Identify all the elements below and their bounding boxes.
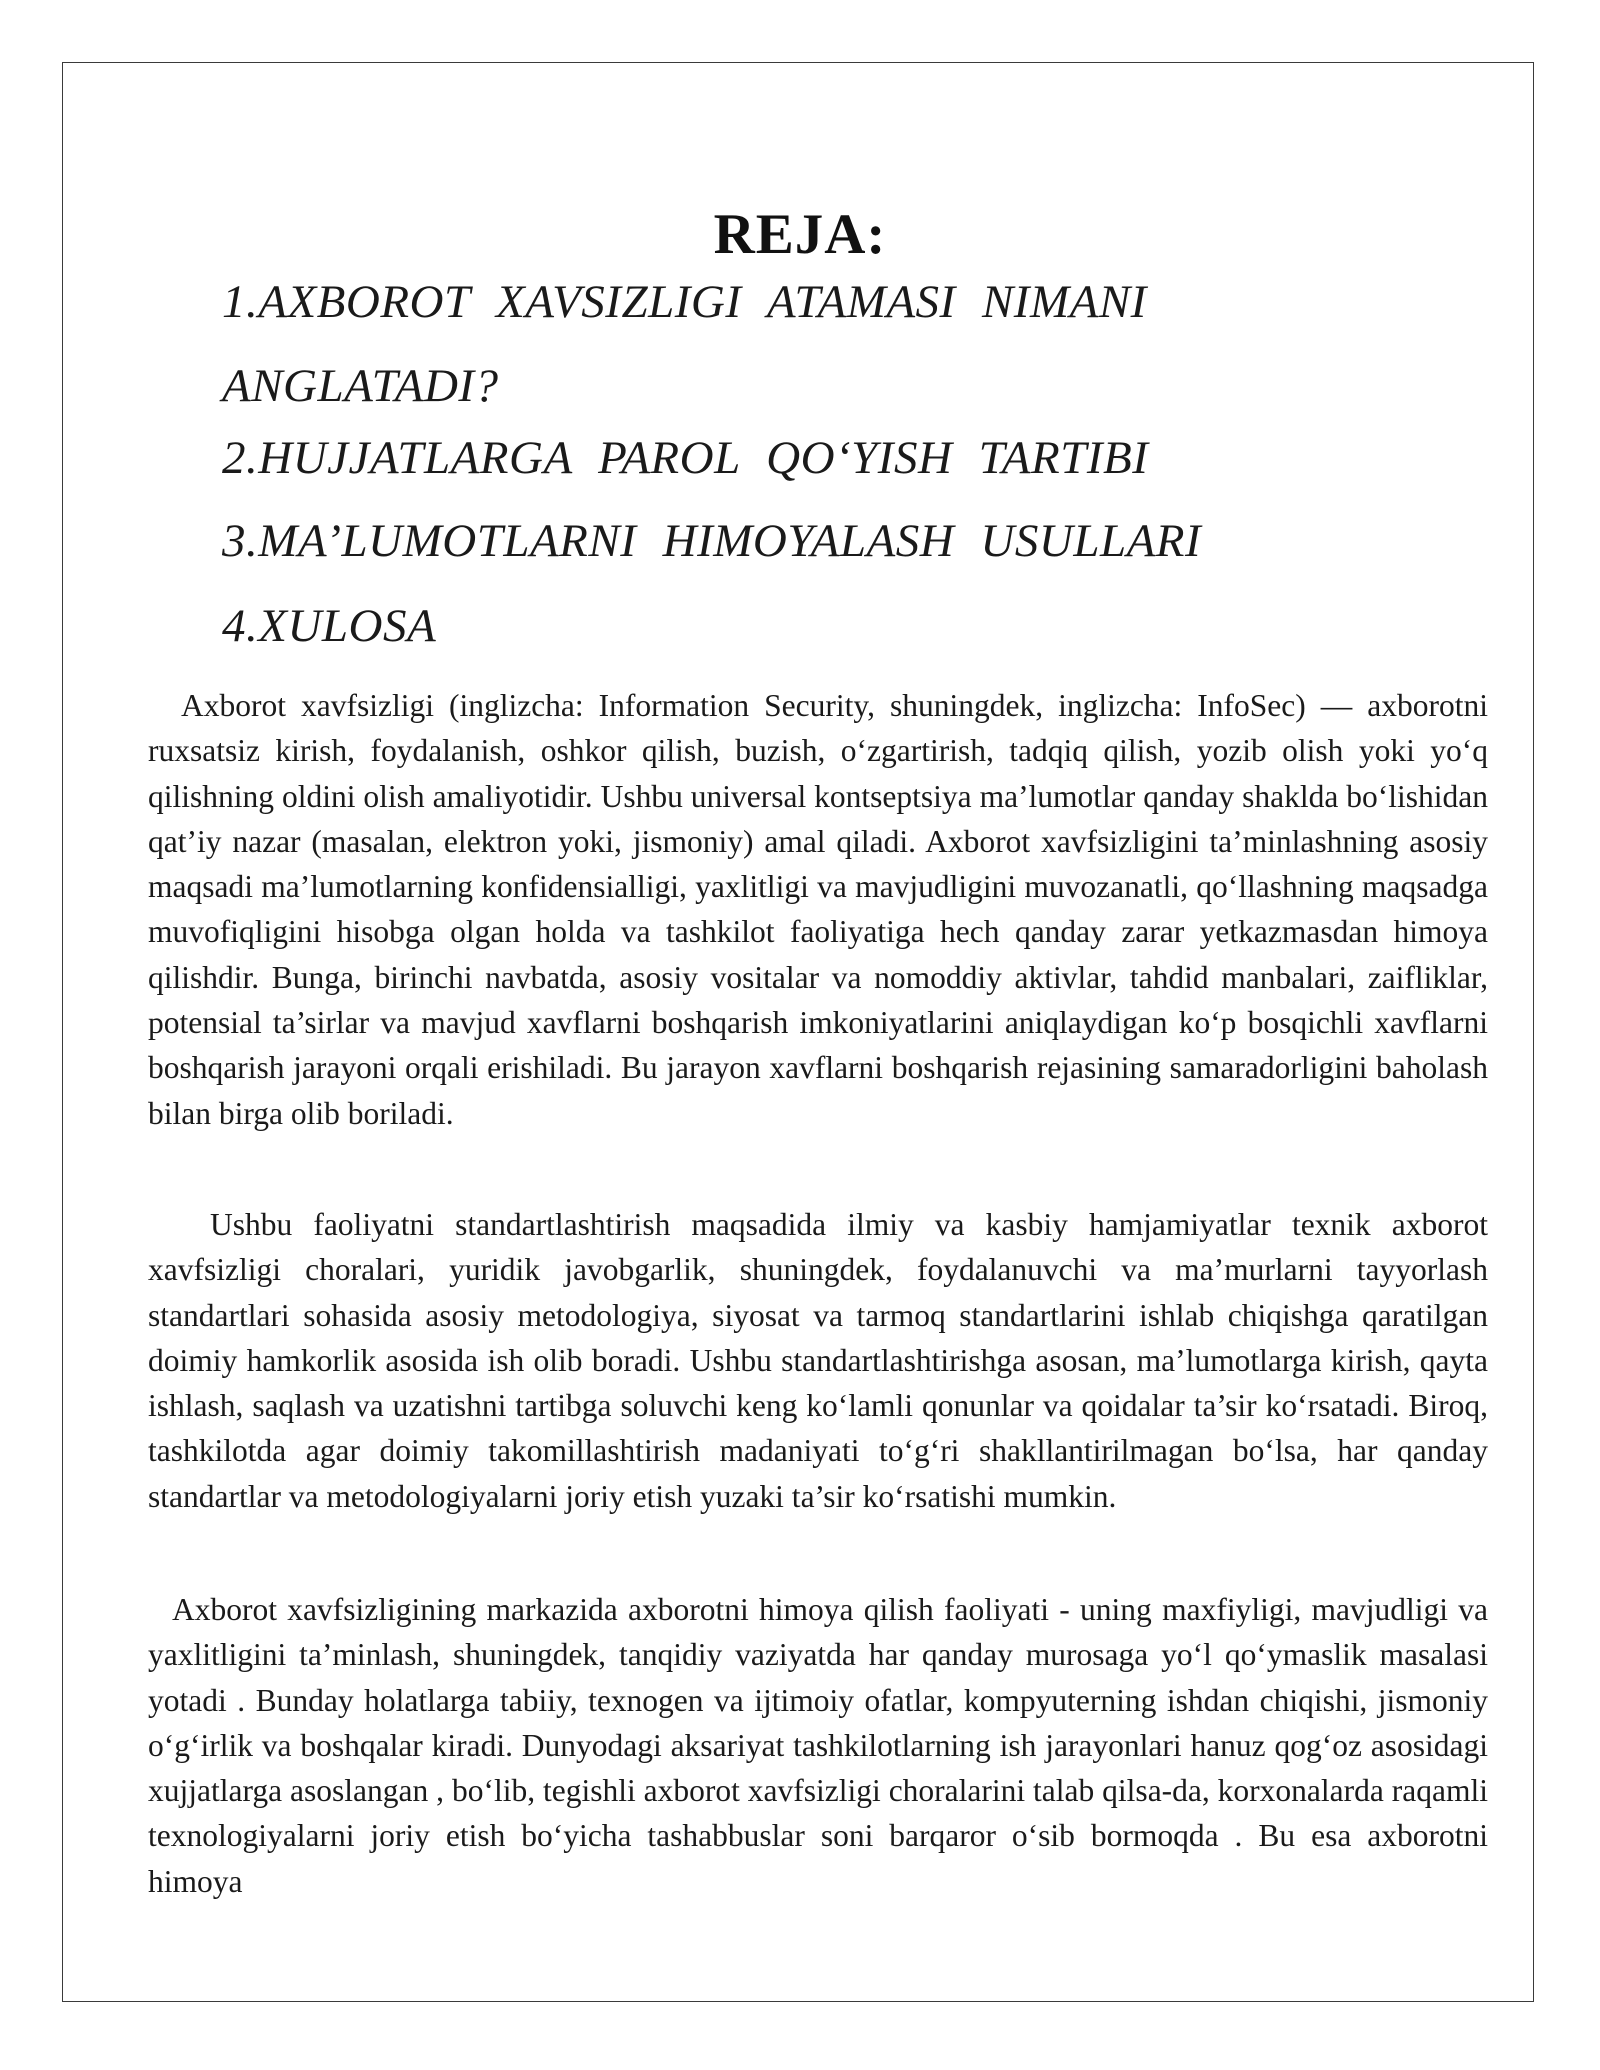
plan-item-2: 2.HUJJATLARGA PAROL QO‘YISH TARTIBI: [222, 432, 1149, 484]
plan-item-1: 1.AXBOROT XAVSIZLIGI ATAMASI NIMANI ANGLATADI?: [222, 276, 1147, 412]
body-paragraph-1: Axborot xavfsizligi (inglizcha: Information Security, shuningdek, inglizcha: InfoSec) — axborotni ruxsatsiz kirish, foydalanish, oshkor qilish, buzish, o‘zgartirish, tadqiq qilish, yozib olish yoki yo‘q qilishning oldini olish amaliyotidir. Ushbu universal kontseptsiya ma’lumotlar qanday shaklda bo‘lishidan qat’iy nazar (masalan, elektron yoki, jismoniy) amal qiladi. Axborot xavfsizligini ta’minlashning asosiy maqsadi ma’lumotlarning konfidensialligi, yaxlitligi va mavjudligini muvozanatli, qo‘llashning maqsadga muvofiqligini hisobga olgan holda va tashkilot faoliyatiga hech qanday zarar yetkazmasdan himoya qilishdir. Bunga, birinchi navbatda, asosiy vositalar va nomoddiy aktivlar, tahdid manbalari, zaifliklar, potensial ta’sirlar va mavjud xavflarni boshqarish imkoniyatlarini aniqlaydigan ko‘p bosqichli xavflarni boshqarish jarayoni orqali erishiladi. Bu jarayon xavflarni boshqarish rejasining samaradorligini baholash bilan birga olib boriladi.: [148, 688, 1488, 1131]
plan-item-4: 4.XULOSA: [222, 600, 437, 652]
body-paragraph-3: Axborot xavfsizligining markazida axborotni himoya qilish faoliyati - uning maxfiyligi, mavjudligi va yaxlitligini ta’minlash, shuningdek, tanqidiy vaziyatda har qanday murosaga yo‘l qo‘ymaslik masalasi yotadi . Bunday holatlarga tabiiy, texnogen va ijtimoiy ofatlar, kompyuterning ishdan chiqishi, jismoniy o‘g‘irlik va boshqalar kiradi. Dunyodagi aksariyat tashkilotlarning ish jarayonlari hanuz qog‘oz asosidagi xujjatlarga asoslangan , bo‘lib, tegishli axborot xavfsizligi choralarini talab qilsa-da, korxonalarda raqamli texnologiyalarni joriy etish bo‘yicha tashabbuslar soni barqaror o‘sib bormoqda . Bu esa axborotni himoya: [148, 1592, 1488, 1899]
page-title: REJA:: [713, 203, 887, 267]
plan-item-3: 3.MA’LUMOTLARNI HIMOYALASH USULLARI: [222, 515, 1202, 567]
body-paragraph-2: Ushbu faoliyatni standartlashtirish maqsadida ilmiy va kasbiy hamjamiyatlar texnik axborot xavfsizligi choralari, yuridik javobgarlik, shuningdek, foydalanuvchi va ma’murlarni tayyorlash standartlari sohasida asosiy metodologiya, siyosat va tarmoq standartlarini ishlab chiqishga qaratilgan doimiy hamkorlik asosida ish olib boradi. Ushbu standartlashtirishga asosan, ma’lumotlarga kirish, qayta ishlash, saqlash va uzatishni tartibga soluvchi keng ko‘lamli qonunlar va qoidalar ta’sir ko‘rsatadi. Biroq, tashkilotda agar doimiy takomillashtirish madaniyati to‘g‘ri shakllantirilmagan bo‘lsa, har qanday standartlar va metodologiyalarni joriy etish yuzaki ta’sir ko‘rsatishi mumkin.: [148, 1207, 1488, 1514]
